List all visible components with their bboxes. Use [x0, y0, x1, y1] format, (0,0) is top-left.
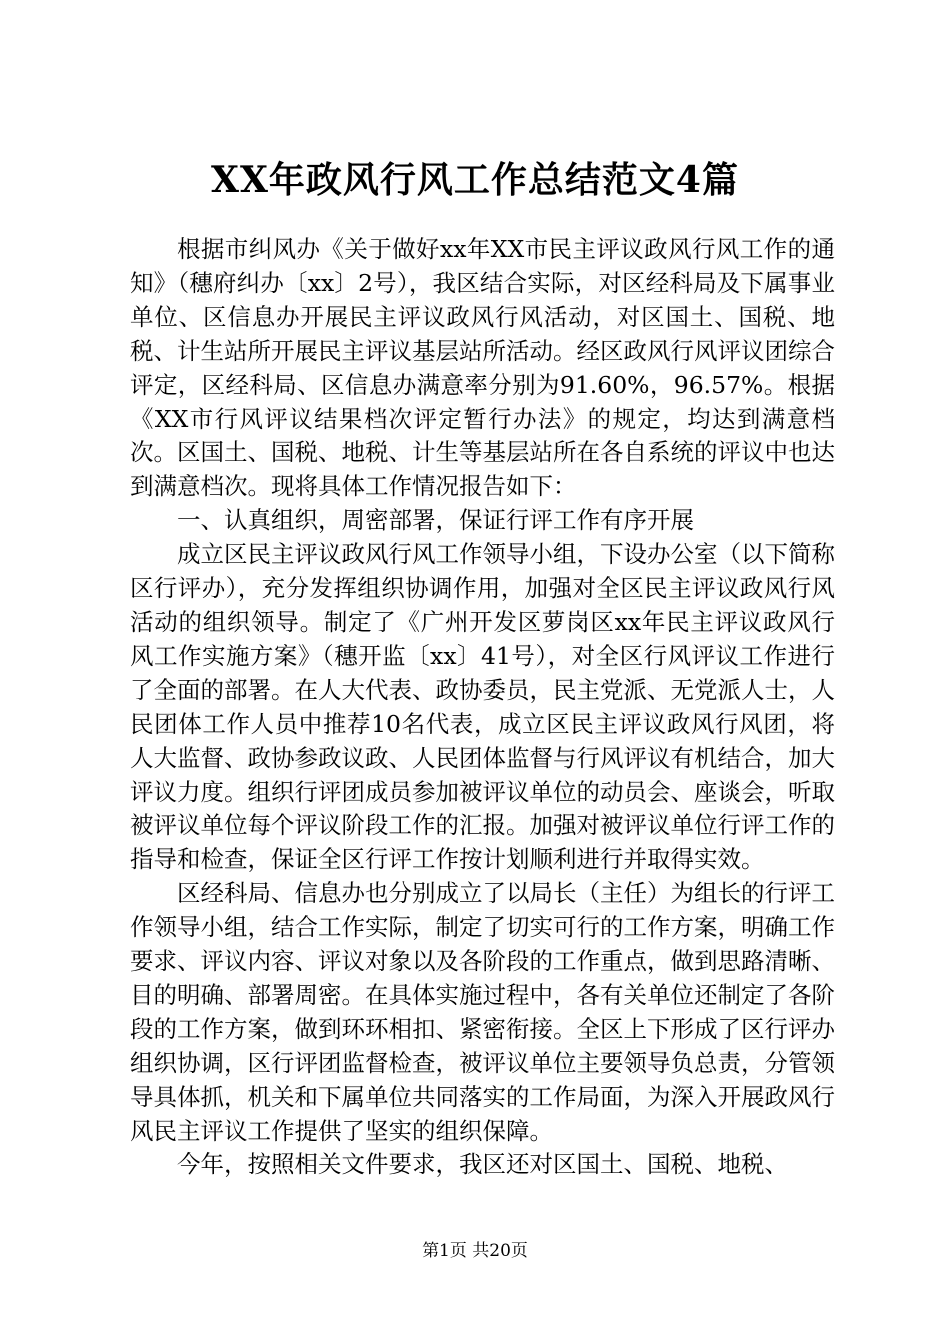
paragraph-continued: 今年，按照相关文件要求，我区还对区国土、国税、地税、 [177, 1150, 788, 1179]
paragraph-intro: 根据市纠风办《关于做好xx年XX市民主评议政风行风工作的通知》（穗府纠办〔xx〕2号），我区结合实际，对区经科局及下属事业单位、区信息办开展民主评议政风行风活动，对区国土、国税、地税、计生站所开展民主评议基层站所活动。经区政风行风评议团综合评定，区经科局、区信息办满意率分别为91.60%，96.57%。根据《XX市行风评议结果档次评定暂行办法》的规定，均达到满意档次。区国土、国税、地税、计生等基层站所在各自系统的评议中也达到满意档次。现将具体工作情况报告如下： [130, 235, 835, 501]
paragraph-leadership-group: 成立区民主评议政风行风工作领导小组，下设办公室（以下简称区行评办），充分发挥组织协调作用，加强对全区民主评议政风行风活动的组织领导。制定了《广州开发区萝岗区xx年民主评议政风行风工作实施方案》（穗开监〔xx〕41号），对全区行风评议工作进行了全面的部署。在人大代表、政协委员，民主党派、无党派人士，人民团体工作人员中推荐10名代表，成立区民主评议政风行风团，将人大监督、政协参政议政、人民团体监督与行风评议有机结合，加大评议力度。组织行评团成员参加被评议单位的动员会、座谈会，听取被评议单位每个评议阶段工作的汇报。加强对被评议单位行评工作的指导和检查，保证全区行评工作按计划顺利进行并取得实效。 [130, 540, 835, 874]
document-body [130, 233, 835, 1182]
document-title: XX年政风行风工作总结范文4篇 [211, 159, 739, 201]
paragraph-bureau-groups: 区经科局、信息办也分别成立了以局长（主任）为组长的行评工作领导小组，结合工作实际，制定了切实可行的工作方案，明确工作要求、评议内容、评议对象以及各阶段的工作重点，做到思路清晰、目的明确、部署周密。在具体实施过程中，各有关单位还制定了各阶段的工作方案，做到环环相扣、紧密衔接。全区上下形成了区行评办组织协调，区行评团监督检查，被评议单位主要领导负总责，分管领导具体抓，机关和下属单位共同落实的工作局面，为深入开展政风行风民主评议工作提供了坚实的组织保障。 [130, 879, 835, 1145]
section-heading-1: 一、认真组织，周密部署，保证行评工作有序开展 [177, 506, 694, 535]
page-footer: 第1页 共20页 [422, 1241, 528, 1261]
